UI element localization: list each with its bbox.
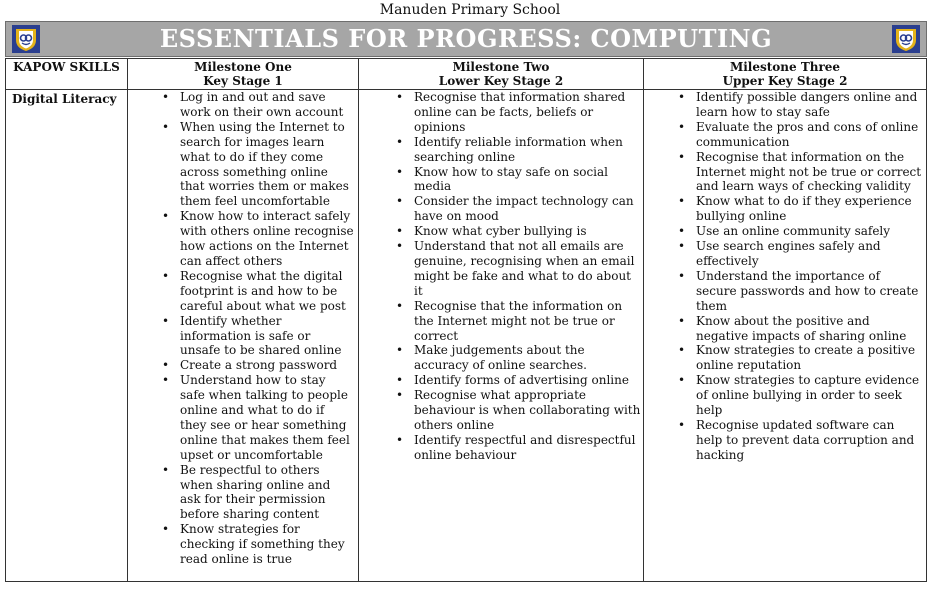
milestone-one-column [128,59,359,581]
list-item: • Know about the positive and negative impacts of sharing online [674,314,922,344]
title-banner [5,21,927,57]
milestone-three-column [644,59,926,581]
milestone-list [674,90,922,463]
list-item: • Identify whether information is safe or unsafe to be shared online [158,314,354,359]
list-item: • Recognise that information on the Internet might not be true or correct and learn ways of checking validity [674,150,922,195]
milestone-list [392,90,641,463]
list-item: • Create a strong password [158,358,354,373]
milestone-title: Milestone One [194,60,292,74]
skills-header: KAPOW SKILLS [13,60,120,74]
list-item: • Understand that not all emails are genuine, recognising when an email might be fake and what to do about it [392,239,641,299]
list-item: • Identify reliable information when searching online [392,135,641,165]
list-item: • Recognise that the information on the Internet might not be true or correct [392,299,641,344]
list-item: • When using the Internet to search for images learn what to do if they come across something online that worries them or makes them feel uncomfortable [158,120,354,209]
milestone-two-column [359,59,644,581]
list-item: • Understand how to stay safe when talking to people online and what to do if they see or hear something online that makes them feel upset or uncomfortable [158,373,354,462]
list-item: • Recognise that information shared online can be facts, beliefs or opinions [392,90,641,135]
list-item: • Identify possible dangers online and learn how to stay safe [674,90,922,120]
page-title: ESSENTIALS FOR PROGRESS: COMPUTING [159,24,773,53]
list-item: • Know what cyber bullying is [392,224,641,239]
milestone-header [359,60,643,88]
list-item: • Be respectful to others when sharing online and ask for their permission before sharing content [158,463,354,523]
list-item: • Understand the importance of secure passwords and how to create them [674,269,922,314]
list-item: • Evaluate the pros and cons of online communication [674,120,922,150]
list-item: • Recognise what appropriate behaviour is when collaborating with others online [392,388,641,433]
school-name: Manuden Primary School [379,2,561,18]
list-item: • Consider the impact technology can have on mood [392,194,641,224]
milestone-header [128,60,358,88]
list-item: • Use an online community safely [674,224,922,239]
milestone-stage: Key Stage 1 [203,74,283,88]
list-item: • Know what to do if they experience bullying online [674,194,922,224]
list-item: • Know strategies to capture evidence of online bullying in order to seek help [674,373,922,418]
list-item: • Identify respectful and disrespectful online behaviour [392,433,641,463]
list-item: • Log in and out and save work on their own account [158,90,354,120]
milestone-title: Milestone Two [452,60,550,74]
milestone-header [644,60,926,88]
school-crest-icon [892,25,920,53]
milestone-stage: Lower Key Stage 2 [438,74,564,88]
milestone-stage: Upper Key Stage 2 [722,74,848,88]
list-item: • Make judgements about the accuracy of online searches. [392,343,641,373]
list-item: • Know strategies for checking if something they read online is true [158,522,354,567]
skills-column [6,59,128,581]
list-item: • Recognise what the digital footprint is and how to be careful about what we post [158,269,354,314]
milestone-title: Milestone Three [729,60,841,74]
list-item: • Recognise updated software can help to prevent data corruption and hacking [674,418,922,463]
list-item: • Know how to interact safely with others online recognise how actions on the Internet can affect others [158,209,354,269]
list-item: • Identify forms of advertising online [392,373,641,388]
list-item: • Know strategies to create a positive online reputation [674,343,922,373]
skill-label: Digital Literacy [12,92,117,106]
milestone-list [158,90,354,567]
list-item: • Know how to stay safe on social media [392,165,641,195]
list-item: • Use search engines safely and effectively [674,239,922,269]
progress-table [5,58,927,582]
